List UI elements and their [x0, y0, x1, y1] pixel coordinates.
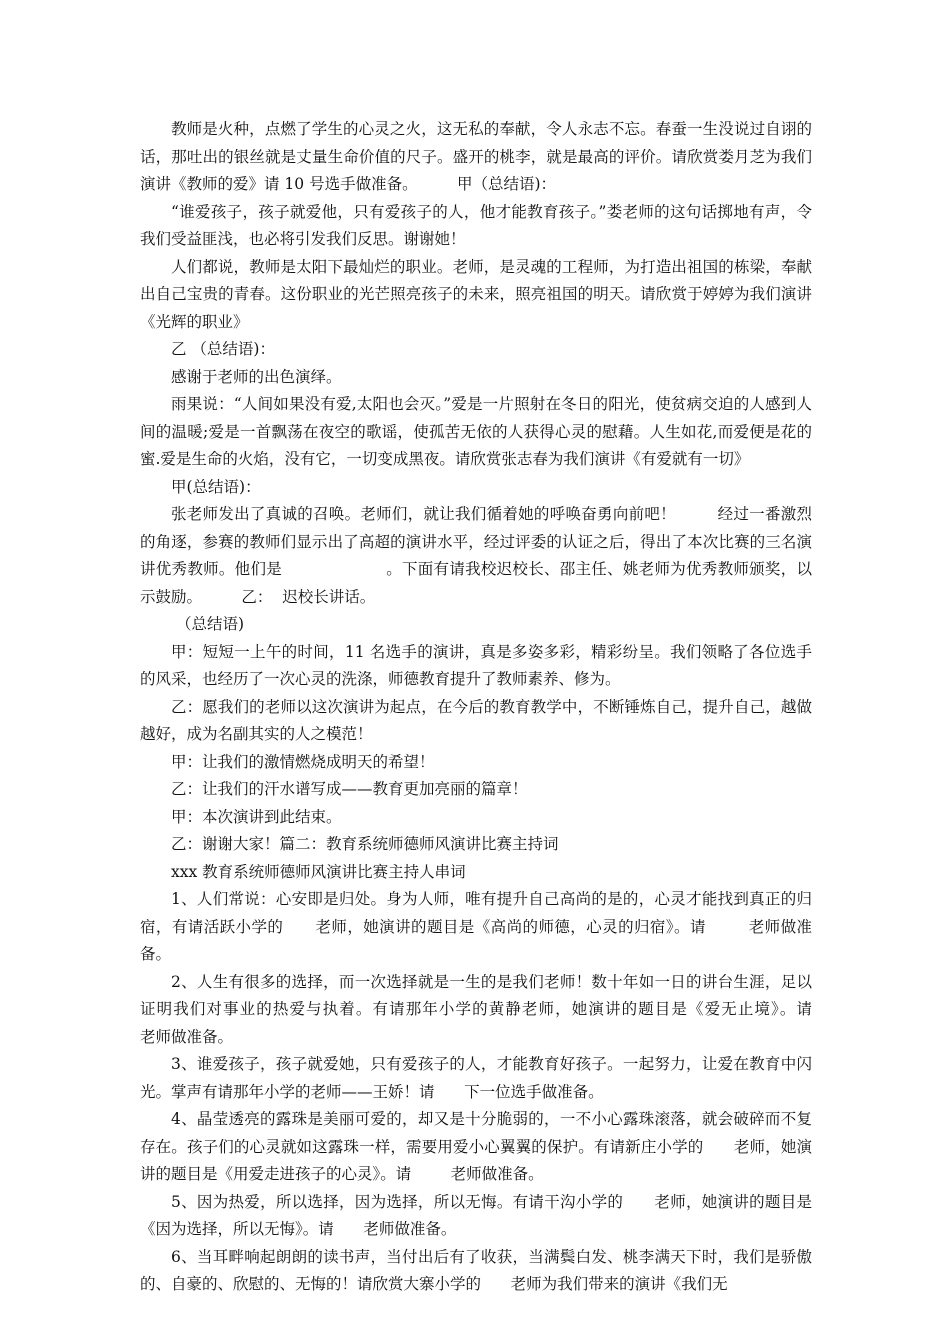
paragraph-item-2: 2、人生有很多的选择，而一次选择就是一生的是我们老师！数十年如一日的讲台生涯，足以证明我们对事业的热爱与执着。有请那年小学的黄静老师，她演讲的题目是《爱无止境》。请 老师做准备。: [140, 972, 842, 1046]
document-body: [140, 116, 842, 1299]
paragraph-summary-label: （总结语): [171, 615, 244, 633]
paragraph-jia-summary-label: 甲(总结语)：: [171, 477, 261, 496]
paragraph-thanks-yu: 感谢于老师的出色演绎。: [171, 367, 342, 386]
paragraph-item-3: 3、谁爱孩子，孩子就爱她，只有爱孩子的人，才能教育好孩子。一起努力，让爱在教育中闪光。掌声有请那年小学的老师——王娇！请 下一位选手做准备。: [140, 1055, 812, 1101]
paragraph-item-4: 4、晶莹透亮的露珠是美丽可爱的，却又是十分脆弱的，一不小心露珠滚落，就会破碎而不复存在。孩子们的心灵就如这露珠一样，需要用爱小心翼翼的保护。有请新庄小学的 老师，她演讲的题目是《用爱走进孩子的心灵》。请 老师做准备。: [140, 1110, 812, 1183]
paragraph-yi-closing-2: 乙：让我们的汗水谱写成——教育更加亮丽的篇章！: [171, 780, 528, 798]
paragraph-awards: 张老师发出了真诚的召唤。老师们，就让我们循着她的呼唤奋勇向前吧！ 经过一番激烈的角逐，参赛的教师们显示出了高超的演讲水平，经过评委的认证之后，得出了本次比赛的三名演讲优秀教师。他们是 。下面有请我校迟校长、邵主任、姚老师为优秀教师颁奖，以示鼓励。 乙： 迟校长讲话。: [140, 505, 812, 606]
paragraph-intro-yu: 人们都说，教师是太阳下最灿烂的职业。老师，是灵魂的工程师，为打造出祖国的栋梁，奉献出自己宝贵的青春。这份职业的光芒照亮孩子的未来，照亮祖国的明天。请欣赏于婷婷为我们演讲《光辉的职业》: [140, 257, 812, 331]
paragraph-jia-closing-1: 甲：短短一上午的时间，11 名选手的演讲，真是多姿多彩，精彩纷呈。我们领略了各位选手的风采，也经历了一次心灵的洗涤，师德教育提升了教师素养、修为。: [140, 642, 812, 688]
paragraph-yi-closing-1: 乙：愿我们的老师以这次演讲为起点，在今后的教育教学中，不断锤炼自己，提升自己，越做越好，成为名副其实的人之模范！: [140, 697, 812, 743]
paragraph-intro-zhang: 雨果说：“人间如果没有爱,太阳也会灭。”爱是一片照射在冬日的阳光，使贫病交迫的人感到人间的温暖;爱是一首飘荡在夜空的歌谣，使孤苦无依的人获得心灵的慰藉。人生如花,而爱便是花的蜜.爱是生命的火焰，没有它，一切变成黑夜。请欣赏张志春为我们演讲《有爱就有一切》: [140, 395, 812, 468]
paragraph-item-1: 1、人们常说：心安即是归处。身为人师，唯有提升自己高尚的是的，心灵才能找到真正的归宿，有请活跃小学的 老师，她演讲的题目是《高尚的师德，心灵的归宿》。请 老师做准备。: [140, 890, 812, 963]
paragraph-part2-title: xxx 教育系统师德师风演讲比赛主持人串词: [171, 862, 466, 881]
paragraph-jia-closing-2: 甲：让我们的激情燃烧成明天的希望！: [171, 752, 435, 771]
paragraph-item-5: 5、因为热爱，所以选择，因为选择，所以无悔。有请干沟小学的 老师，她演讲的题目是《因为选择，所以无悔》。请 老师做准备。: [140, 1192, 812, 1238]
paragraph-item-6: 6、当耳畔响起朗朗的读书声，当付出后有了收获，当满鬓白发、桃李满天下时，我们是骄傲的、自豪的、欣慰的、无悔的！请欣赏大寨小学的 老师为我们带来的演讲《我们无: [140, 1247, 812, 1293]
paragraph-jia-end: 甲：本次演讲到此结束。: [171, 807, 342, 826]
paragraph-yi-thanks-part2: 乙：谢谢大家！篇二：教育系统师德师风演讲比赛主持词: [171, 835, 559, 853]
paragraph-summary-lou: “谁爱孩子，孩子就爱他，只有爱孩子的人，他才能教育孩子。”娄老师的这句话掷地有声，令我们受益匪浅，也必将引发我们反思。谢谢她！: [140, 202, 812, 248]
paragraph-intro-jiaoshi-huozhong: 教师是火种，点燃了学生的心灵之火，这无私的奉献，令人永志不忘。春蚕一生没说过自诩的话，那吐出的银丝就是丈量生命价值的尺子。盛开的桃李，就是最高的评价。请欣赏娄月芝为我们演讲《教师的爱》请 10 号选手做准备。 甲（总结语)：: [140, 120, 812, 193]
paragraph-yi-summary-label: 乙 （总结语)：: [171, 340, 275, 358]
